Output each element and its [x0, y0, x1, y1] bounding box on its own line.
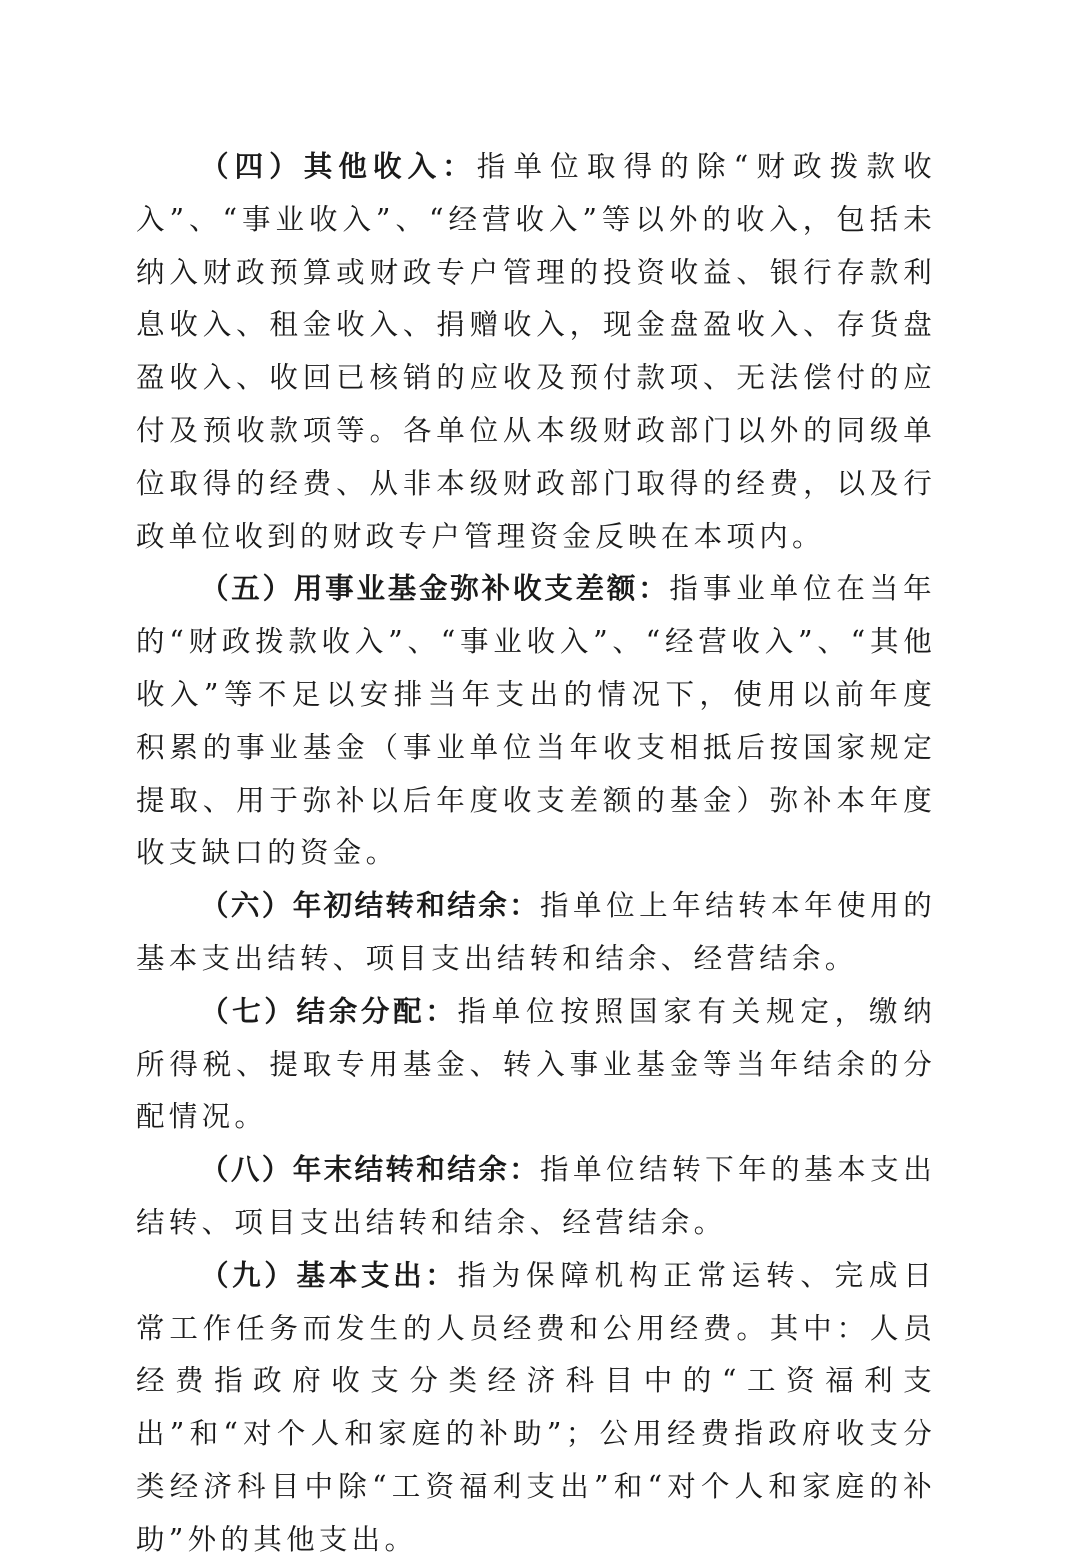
paragraph-text: 指单位结转下年的基本支出结转、项目支出结转和结余、经营结余。 [136, 1153, 936, 1239]
paragraph-term: （九）基本支出： [200, 1258, 458, 1292]
paragraph-surplus-distribution [136, 986, 936, 1144]
paragraph-text: 指单位上年结转本年使用的基本支出结转、项目支出结转和结余、经营结余。 [136, 889, 936, 975]
paragraph-term: （六）年初结转和结余： [200, 889, 541, 923]
paragraph-basic-expenditure [136, 1250, 936, 1567]
paragraph-term: （四）其他收入： [200, 150, 477, 183]
paragraph-text: 指事业单位在当年的“财政拨款收入”、“事业收入”、“经营收入”、“其他收入”等不足以安排当年支出的情况下，使用以前年度积累的事业基金（事业单位当年收支相抵后按国家规定提取、用于弥补以后年度收支差额的基金）弥补本年度收支缺口的资金。 [136, 572, 936, 870]
paragraph-fund-offset [136, 563, 936, 880]
paragraph-text: 指单位按照国家有关规定，缴纳所得税、提取专用基金、转入事业基金等当年结余的分配情况。 [136, 994, 936, 1134]
paragraph-text: 指单位取得的除“财政拨款收入”、“事业收入”、“经营收入”等以外的收入，包括未纳入财政预算或财政专户管理的投资收益、银行存款利息收入、租金收入、捐赠收入，现金盘盈收入、存货盘盈收入、收回已核销的应收及预付款项、无法偿付的应付及预收款项等。各单位从本级财政部门以外的同级单位取得的经费、从非本级财政部门取得的经费，以及行政单位收到的财政专户管理资金反映在本项内。 [136, 150, 936, 553]
document-body [136, 141, 936, 1567]
paragraph-closing-balance [136, 1144, 936, 1250]
paragraph-text: 指为保障机构正常运转、完成日常工作任务而发生的人员经费和公用经费。其中：人员经费指政府收支分类经济科目中的“工资福利支出”和“对个人和家庭的补助”；公用经费指政府收支分类经济科目中除“工资福利支出”和“对个人和家庭的补助”外的其他支出。 [136, 1258, 936, 1556]
paragraph-opening-balance [136, 880, 936, 986]
paragraph-term: （八）年末结转和结余： [200, 1153, 541, 1187]
paragraph-term: （五）用事业基金弥补收支差额： [200, 572, 670, 606]
paragraph-other-income [136, 141, 936, 563]
paragraph-term: （七）结余分配： [200, 994, 458, 1028]
